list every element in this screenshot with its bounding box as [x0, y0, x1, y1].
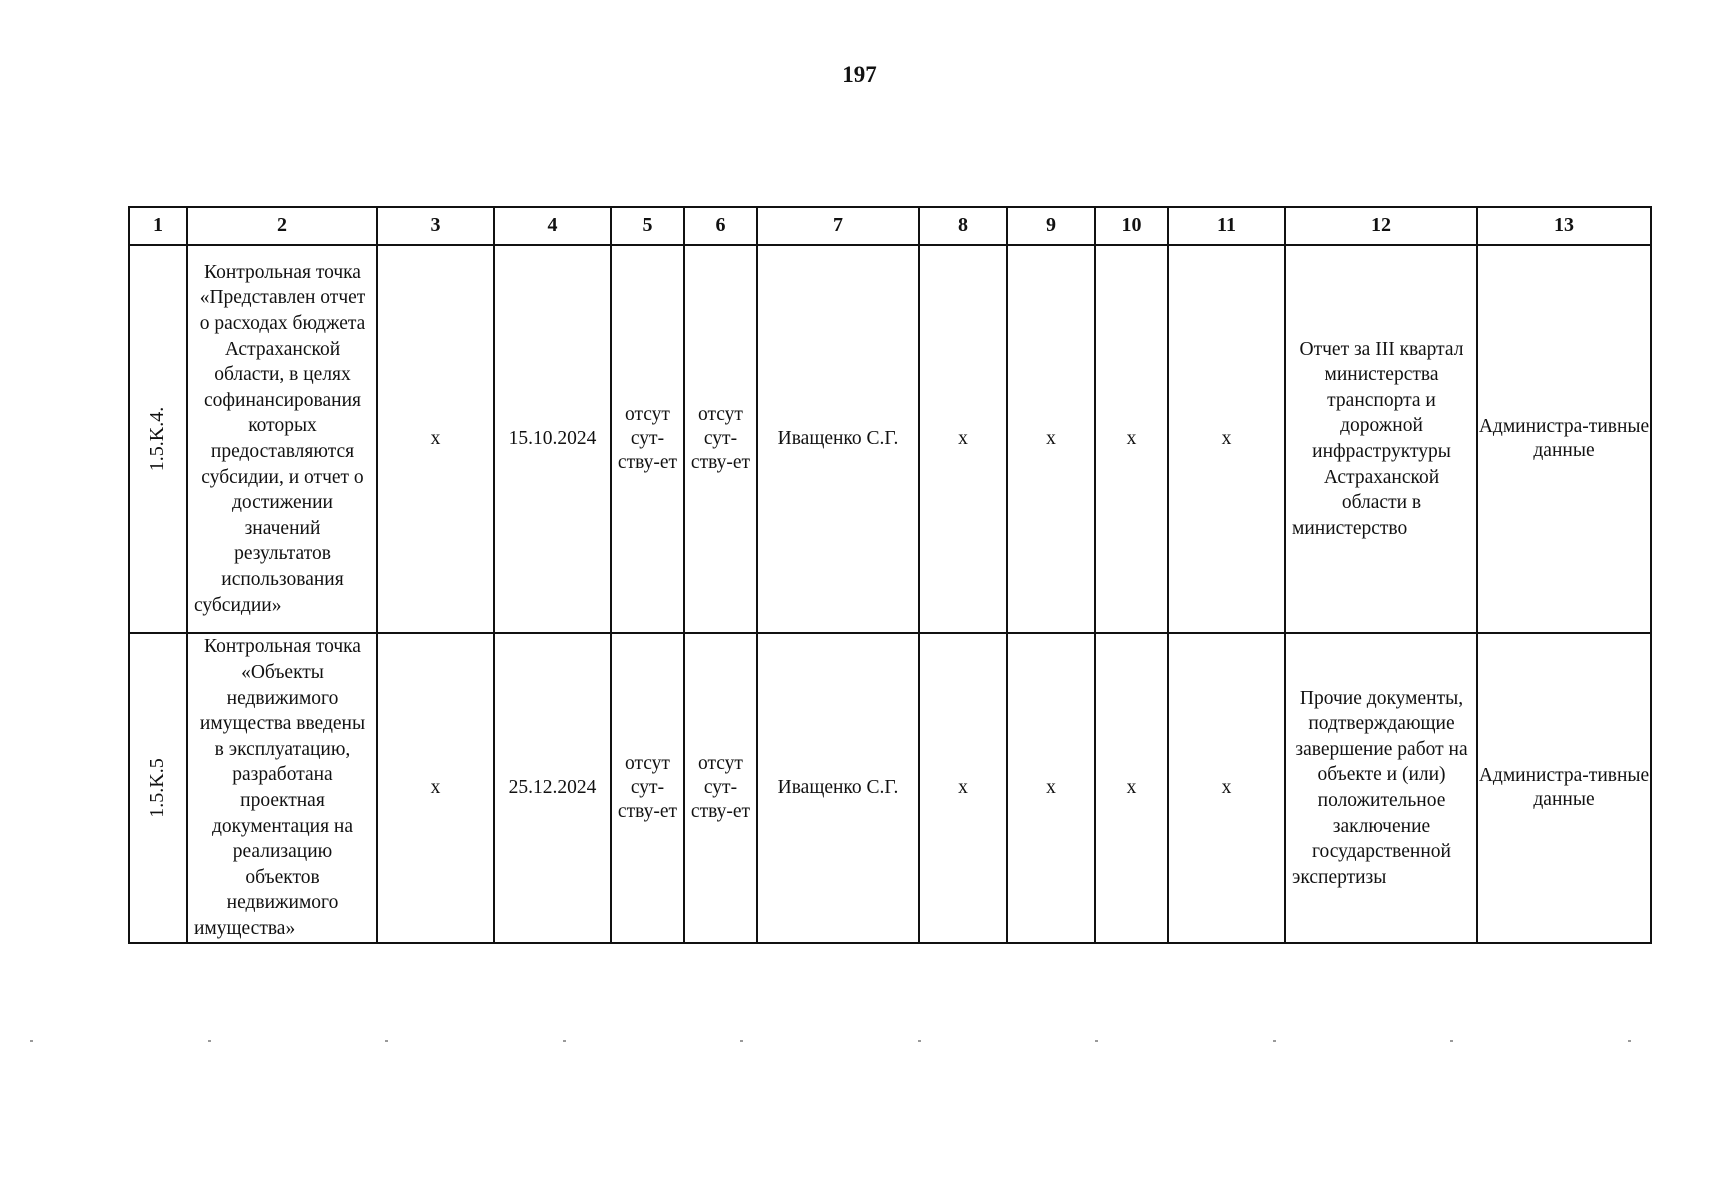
row-number: 1.5.K.5	[146, 758, 169, 818]
cell-col9: x	[1007, 245, 1095, 633]
absent-text: отсут сут-ству-ет	[690, 403, 751, 473]
cell-col9: x	[1007, 633, 1095, 943]
scan-dot	[1628, 1040, 1631, 1042]
cell-col3: x	[377, 633, 494, 943]
source-cell	[1477, 245, 1651, 633]
cell-col10: x	[1095, 633, 1168, 943]
column-number: 12	[1285, 207, 1477, 245]
cell-col3: x	[377, 245, 494, 633]
column-number: 6	[684, 207, 757, 245]
responsible-cell: Иващенко С.Г.	[757, 245, 919, 633]
scan-dot	[740, 1040, 743, 1042]
scan-dot	[1450, 1040, 1453, 1042]
page-number: 197	[842, 62, 877, 87]
column-number: 13	[1477, 207, 1651, 245]
column-number: 8	[919, 207, 1007, 245]
cell-col8: x	[919, 245, 1007, 633]
responsible-cell: Иващенко С.Г.	[757, 633, 919, 943]
column-number: 7	[757, 207, 919, 245]
row-number: 1.5.K.4.	[146, 406, 169, 472]
column-number-row	[129, 207, 1651, 245]
column-number: 10	[1095, 207, 1168, 245]
cell-col6	[684, 633, 757, 943]
date-cell: 15.10.2024	[494, 245, 611, 633]
scan-dot	[563, 1040, 566, 1042]
row-number-cell	[129, 245, 187, 633]
absent-text: отсут сут-ству-ет	[617, 752, 678, 822]
scan-dots	[0, 1040, 1719, 1046]
description-text: Контрольная точка «Объекты недвижимого имущества введены в эксплуатацию, разработана проектная документация на реализацию объектов недвижимого имущества»	[194, 636, 366, 939]
scan-dot	[918, 1040, 921, 1042]
row-number-cell	[129, 633, 187, 943]
cell-col11: x	[1168, 633, 1285, 943]
cell-col11: x	[1168, 245, 1285, 633]
description-text: Контрольная точка «Представлен отчет о расходах бюджета Астраханской области, в целях софинансирования которых предоставляются субсидии, и отчет о достижении значений результатов использования субсидии»	[194, 261, 366, 616]
column-number: 1	[129, 207, 187, 245]
source-text: Администра-тивные данные	[1478, 415, 1650, 461]
cell-col6	[684, 245, 757, 633]
column-number: 9	[1007, 207, 1095, 245]
source-cell	[1477, 633, 1651, 943]
scan-dot	[30, 1040, 33, 1042]
control-points-table	[128, 206, 1652, 944]
description-cell	[187, 245, 377, 633]
scan-dot	[1095, 1040, 1098, 1042]
cell-col5	[611, 633, 684, 943]
document-text: Отчет за III квартал министерства транспорта и дорожной инфраструктуры Астраханской области в министерство	[1292, 338, 1464, 539]
column-number: 2	[187, 207, 377, 245]
table-row	[129, 245, 1651, 633]
document-cell	[1285, 245, 1477, 633]
scan-dot	[1273, 1040, 1276, 1042]
absent-text: отсут сут-ству-ет	[690, 752, 751, 822]
date-cell: 25.12.2024	[494, 633, 611, 943]
column-number: 11	[1168, 207, 1285, 245]
cell-col10: x	[1095, 245, 1168, 633]
column-number: 4	[494, 207, 611, 245]
scan-dot	[208, 1040, 211, 1042]
table-row	[129, 633, 1651, 943]
source-text: Администра-тивные данные	[1478, 764, 1650, 810]
document-cell	[1285, 633, 1477, 943]
description-cell	[187, 633, 377, 943]
absent-text: отсут сут-ству-ет	[617, 403, 678, 473]
cell-col8: x	[919, 633, 1007, 943]
document-text: Прочие документы, подтверждающие завершение работ на объекте и (или) положительное заключение государственной экспертизы	[1292, 687, 1468, 888]
scan-dot	[385, 1040, 388, 1042]
column-number: 3	[377, 207, 494, 245]
column-number: 5	[611, 207, 684, 245]
cell-col5	[611, 245, 684, 633]
